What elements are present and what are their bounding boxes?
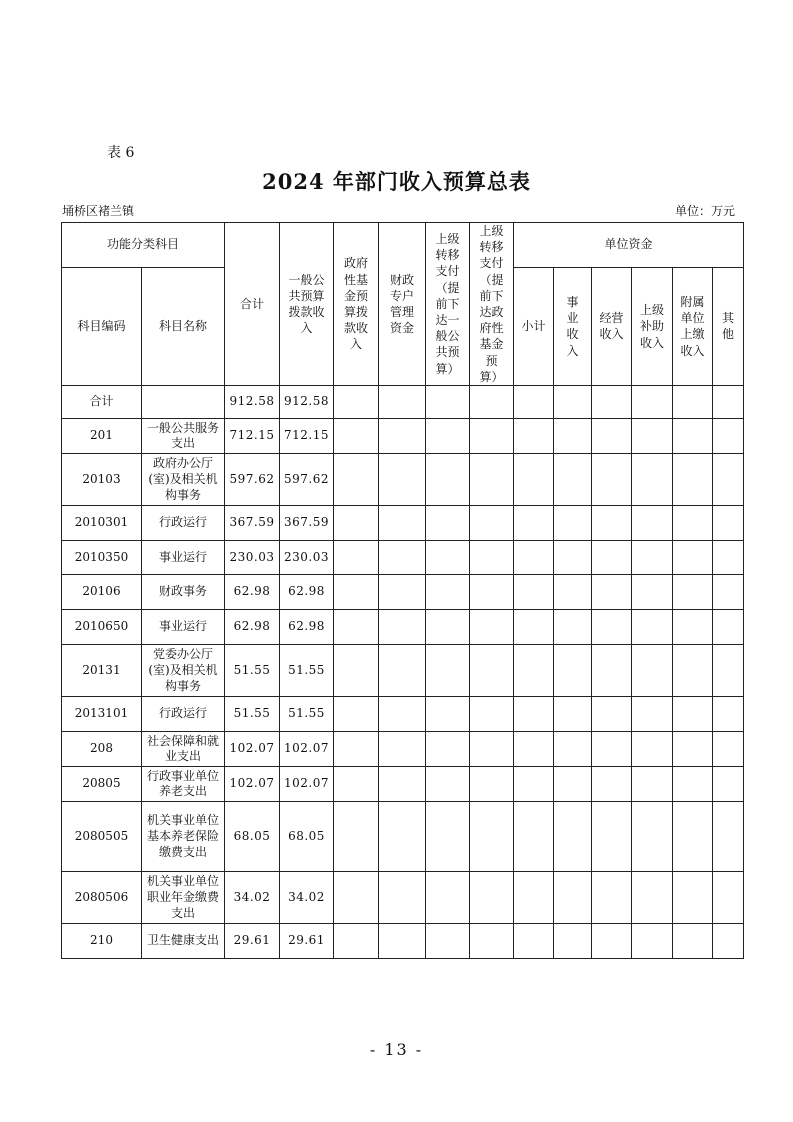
cell-total: 62.98 — [225, 610, 280, 645]
cell-name: 事业运行 — [142, 610, 225, 645]
cell-general: 102.07 — [280, 732, 334, 767]
header-subtotal: 小计 — [514, 268, 554, 386]
cell-code: 2010301 — [62, 506, 142, 541]
header-superior-subsidy: 上级补助收入 — [632, 268, 673, 386]
cell-total: 29.61 — [225, 924, 280, 959]
cell-name: 党委办公厅(室)及相关机构事务 — [142, 645, 225, 697]
cell-name: 一般公共服务支出 — [142, 419, 225, 454]
cell-name: 事业运行 — [142, 541, 225, 575]
cell-general: 68.05 — [280, 802, 334, 872]
page-number: - 13 - — [369, 1040, 424, 1059]
cell-total: 62.98 — [225, 575, 280, 610]
cell-code: 2010350 — [62, 541, 142, 575]
table-row — [62, 697, 744, 732]
header-code: 科目编码 — [62, 268, 142, 386]
header-general-budget: 一般公共预算拨款收入 — [280, 223, 334, 386]
header-operating-income: 经营收入 — [592, 268, 632, 386]
header-affiliated-income: 附属单位上缴收入 — [673, 268, 713, 386]
table-row — [62, 802, 744, 872]
header-unit-funds: 单位资金 — [514, 223, 744, 268]
cell-code: 20131 — [62, 645, 142, 697]
cell-total: 68.05 — [225, 802, 280, 872]
cell-total: 34.02 — [225, 872, 280, 924]
cell-code: 合计 — [62, 386, 142, 419]
budget-income-table — [61, 222, 744, 959]
header-gov-fund: 政府性基金预算拨款收入 — [334, 223, 379, 386]
table-row — [62, 575, 744, 610]
table-row — [62, 924, 744, 959]
table-row — [62, 872, 744, 924]
cell-name — [142, 386, 225, 419]
cell-total: 51.55 — [225, 645, 280, 697]
cell-general: 62.98 — [280, 575, 334, 610]
cell-name: 财政事务 — [142, 575, 225, 610]
cell-code: 208 — [62, 732, 142, 767]
cell-general: 912.58 — [280, 386, 334, 419]
cell-general: 102.07 — [280, 767, 334, 802]
header-name: 科目名称 — [142, 268, 225, 386]
cell-total: 230.03 — [225, 541, 280, 575]
cell-total: 367.59 — [225, 506, 280, 541]
cell-total: 912.58 — [225, 386, 280, 419]
unit-organization: 埇桥区褚兰镇 — [62, 204, 135, 218]
cell-total: 102.07 — [225, 732, 280, 767]
cell-name: 政府办公厅(室)及相关机构事务 — [142, 454, 225, 506]
table-row — [62, 454, 744, 506]
cell-name: 行政运行 — [142, 697, 225, 732]
header-business-income: 事业收入 — [554, 268, 592, 386]
cell-general: 34.02 — [280, 872, 334, 924]
cell-general: 51.55 — [280, 697, 334, 732]
cell-general: 51.55 — [280, 645, 334, 697]
table-row — [62, 506, 744, 541]
cell-code: 20103 — [62, 454, 142, 506]
table-row — [62, 645, 744, 697]
page-title: 2024 年部门收入预算总表 — [262, 169, 531, 194]
cell-code: 20805 — [62, 767, 142, 802]
cell-general: 29.61 — [280, 924, 334, 959]
cell-code: 2080505 — [62, 802, 142, 872]
unit-currency: 单位：万元 — [674, 204, 735, 218]
table-row — [62, 386, 744, 419]
cell-code: 2010650 — [62, 610, 142, 645]
cell-name: 卫生健康支出 — [142, 924, 225, 959]
table-row — [62, 610, 744, 645]
header-other: 其他 — [713, 268, 744, 386]
table-row — [62, 419, 744, 454]
table-row — [62, 767, 744, 802]
cell-code: 20106 — [62, 575, 142, 610]
cell-name: 社会保障和就业支出 — [142, 732, 225, 767]
cell-total: 712.15 — [225, 419, 280, 454]
cell-general: 230.03 — [280, 541, 334, 575]
cell-code: 2013101 — [62, 697, 142, 732]
cell-general: 367.59 — [280, 506, 334, 541]
header-func-class: 功能分类科目 — [62, 223, 225, 268]
table-row — [62, 732, 744, 767]
cell-code: 2080506 — [62, 872, 142, 924]
cell-code: 210 — [62, 924, 142, 959]
cell-name: 行政事业单位养老支出 — [142, 767, 225, 802]
cell-code: 201 — [62, 419, 142, 454]
cell-general: 597.62 — [280, 454, 334, 506]
header-total: 合计 — [225, 223, 280, 386]
cell-name: 机关事业单位基本养老保险缴费支出 — [142, 802, 225, 872]
header-transfer-fund: 上级转移支付（提前下达政府性基金预算） — [470, 223, 514, 386]
cell-total: 51.55 — [225, 697, 280, 732]
cell-total: 102.07 — [225, 767, 280, 802]
header-fiscal-special: 财政专户管理资金 — [379, 223, 426, 386]
cell-general: 62.98 — [280, 610, 334, 645]
table-row — [62, 541, 744, 575]
cell-general: 712.15 — [280, 419, 334, 454]
table-label: 表 6 — [107, 145, 135, 161]
header-transfer-general: 上级转移支付（提前下达一般公共预算） — [426, 223, 470, 386]
cell-name: 行政运行 — [142, 506, 225, 541]
cell-name: 机关事业单位职业年金缴费支出 — [142, 872, 225, 924]
cell-total: 597.62 — [225, 454, 280, 506]
